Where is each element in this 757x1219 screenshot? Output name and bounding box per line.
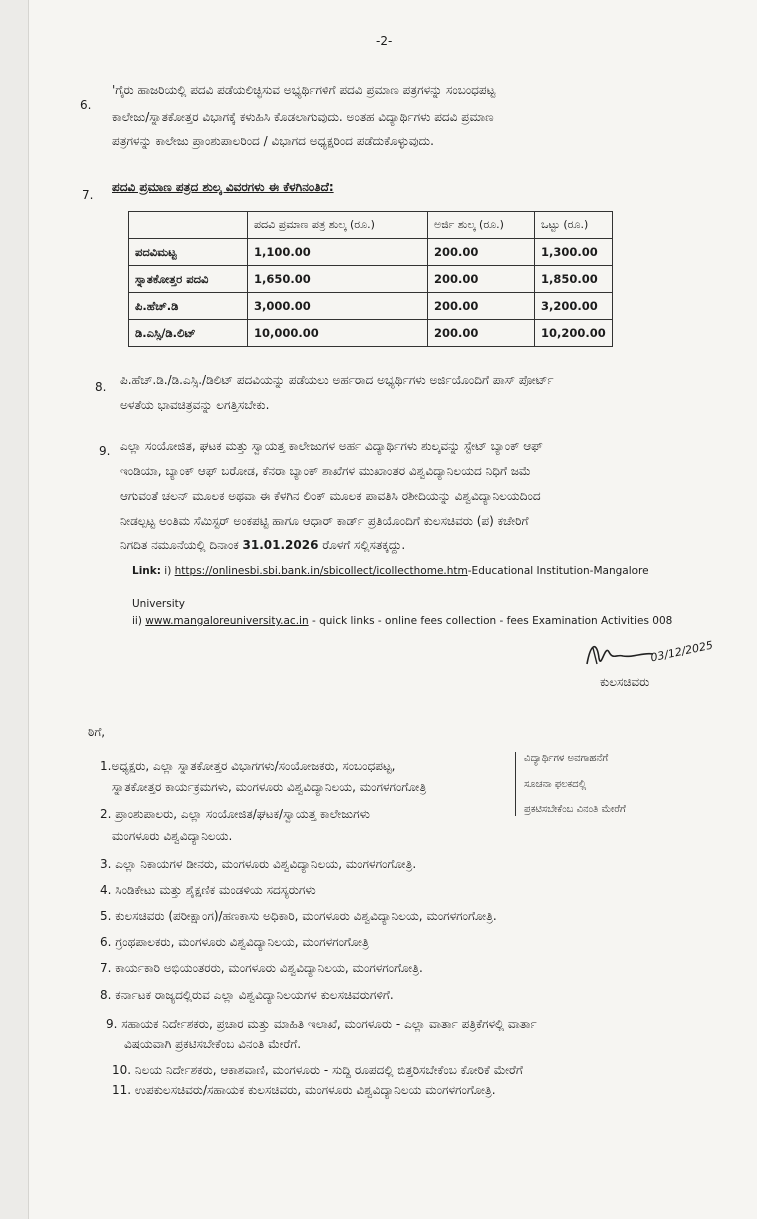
item-6-line-2: ಕಾಲೇಜು/ಸ್ನಾತಕೋತ್ತರ ವಿಭಾಗಕ್ಕೆ ಕಳುಹಿಸಿ ಕೊಡಲಾಗುವುದು. ಅಂತಹ ವಿದ್ಯಾರ್ಥಿಗಳು ಪದವಿ ಪ್ರಮಾಣ	[112, 110, 494, 124]
signature-date: 03/12/2025	[649, 638, 715, 665]
side-note-line-1: ವಿದ್ಯಾರ್ಥಿಗಳ ಅವಗಾಹನೆಗೆ	[524, 753, 609, 764]
deadline-text-post: ರೊಳಗೆ ಸಲ್ಲಿಸತಕ್ಕದ್ದು.	[318, 538, 406, 552]
table-cell: 200.00	[428, 320, 535, 347]
recipient-item-continuation: ಸ್ನಾತಕೋತ್ತರ ಕಾರ್ಯಕ್ರಮಗಳು, ಮಂಗಳೂರು ವಿಶ್ವವಿದ್ಯಾನಿಲಯ, ಮಂಗಳಗಂಗೋತ್ರಿ	[112, 780, 427, 794]
side-note-line-3: ಪ್ರಕಟಿಸಬೇಕೆಂಬ ವಿನಂತಿ ಮೇರೆಗೆ	[524, 804, 626, 815]
item-9-line-1: ಎಲ್ಲಾ ಸಂಯೋಜಿತ, ಘಟಕ ಮತ್ತು ಸ್ವಾಯತ್ತ ಕಾಲೇಜುಗಳ ಅರ್ಹ ವಿದ್ಯಾರ್ಥಿಗಳು ಶುಲ್ಕವನ್ನು ಸ್ಟೇಟ್ ಬ್ಯಾಂಕ್ ಆಫ್	[120, 439, 543, 453]
item-7-number: 7.	[82, 188, 94, 202]
table-cell: 3,200.00	[535, 293, 613, 320]
deadline-text-pre: ನಿಗದಿತ ನಮೂನೆಯಲ್ಲಿ ದಿನಾಂಕ	[120, 538, 243, 552]
item-9-line-4: ನೀಡಲ್ಪಟ್ಟ ಅಂತಿಮ ಸೆಮಿಸ್ಟರ್ ಅಂಕಪಟ್ಟಿ ಹಾಗೂ ಆಧಾರ್ ಕಾರ್ಡ್ ಪ್ರತಿಯೊಂದಿಗೆ ಕುಲಸಚಿವರು (ಪ) ಕಚೇರಿಗೆ	[120, 514, 529, 528]
table-cell: 1,100.00	[248, 239, 428, 266]
recipient-item: 11. ಉಪಕುಲಸಚಿವರು/ಸಹಾಯಕ ಕುಲಸಚಿವರು, ಮಂಗಳೂರು ವಿಶ್ವವಿದ್ಯಾನಿಲಯ ಮಂಗಳಗಂಗೋತ್ರಿ.	[112, 1083, 496, 1097]
registrar-title: ಕುಲಸಚಿವರು	[600, 675, 650, 689]
fee-table	[128, 211, 613, 347]
item-6-line-1: 'ಗೈರು ಹಾಜರಿಯಲ್ಲಿ ಪದವಿ ಪಡೆಯಲಿಚ್ಛಿಸುವ ಅಭ್ಯರ್ಥಿಗಳಿಗೆ ಪದವಿ ಪ್ರಮಾಣ ಪತ್ರಗಳನ್ನು ಸಂಬಂಧಪಟ್ಟ	[112, 83, 496, 97]
item-6-number: 6.	[80, 98, 92, 112]
table-row	[129, 320, 613, 347]
recipient-item: 3. ಎಲ್ಲಾ ನಿಕಾಯಗಳ ಡೀನರು, ಮಂಗಳೂರು ವಿಶ್ವವಿದ್ಯಾನಿಲಯ, ಮಂಗಳಗಂಗೋತ್ರಿ.	[100, 857, 417, 871]
fee-details-heading: ಪದವಿ ಪ್ರಮಾಣ ಪತ್ರದ ಶುಲ್ಕ ವಿವರಗಳು ಈ ಕೆಳಗಿನಂತಿದೆ:	[112, 180, 334, 194]
table-row	[129, 293, 613, 320]
sbi-collect-link[interactable]: https://onlinesbi.sbi.bank.in/sbicollect/icollecthome.htm	[174, 565, 468, 577]
link-1-continuation: University	[132, 598, 185, 610]
table-cell: 1,850.00	[535, 266, 613, 293]
table-header-cell: ಒಟ್ಟು (ರೂ.)	[535, 212, 613, 239]
item-9-line-2: ಇಂಡಿಯಾ, ಬ್ಯಾಂಕ್ ಆಫ್ ಬರೋಡ, ಕೆನರಾ ಬ್ಯಾಂಕ್ ಶಾಖೆಗಳ ಮುಖಾಂತರ ವಿಶ್ವವಿದ್ಯಾನಿಲಯದ ನಿಧಿಗೆ ಜಮೆ	[120, 464, 531, 478]
table-header-cell: ಅರ್ಜಿ ಶುಲ್ಕ (ರೂ.)	[428, 212, 535, 239]
item-6-line-3: ಪತ್ರಗಳನ್ನು ಕಾಲೇಜು ಪ್ರಾಂಶುಪಾಲರಿಂದ / ವಿಭಾಗದ ಅಧ್ಯಕ್ಷರಿಂದ ಪಡೆದುಕೊಳ್ಳುವುದು.	[112, 134, 434, 148]
table-cell: 200.00	[428, 293, 535, 320]
link-line-2	[132, 614, 672, 628]
table-cell: 1,300.00	[535, 239, 613, 266]
table-cell: 10,000.00	[248, 320, 428, 347]
table-cell: 3,000.00	[248, 293, 428, 320]
side-note-line-2: ಸೂಚನಾ ಫಲಕದಲ್ಲಿ	[524, 779, 587, 790]
to-heading: ಠಿಗೆ,	[88, 725, 106, 739]
table-header-cell	[129, 212, 248, 239]
recipient-item-continuation: ಮಂಗಳೂರು ವಿಶ್ವವಿದ್ಯಾನಿಲಯ.	[112, 829, 233, 843]
recipient-item: 1.ಅಧ್ಯಕ್ಷರು, ಎಲ್ಲಾ ಸ್ನಾತಕೋತ್ತರ ವಿಭಾಗಗಳು/ಸಂಯೋಜಕರು, ಸಂಬಂಧಪಟ್ಟ,	[100, 759, 396, 773]
item-8-number: 8.	[95, 380, 107, 394]
recipient-item: 5. ಕುಲಸಚಿವರು (ಪರೀಕ್ಷಾಂಗ)/ಹಣಕಾಸು ಅಧಿಕಾರಿ, ಮಂಗಳೂರು ವಿಶ್ವವಿದ್ಯಾನಿಲಯ, ಮಂಗಳಗಂಗೋತ್ರಿ.	[100, 909, 497, 923]
recipient-item: 2. ಪ್ರಾಂಶುಪಾಲರು, ಎಲ್ಲಾ ಸಂಯೋಜಿತ/ಘಟಕ/ಸ್ವಾಯತ್ತ ಕಾಲೇಜುಗಳು	[100, 807, 370, 821]
university-website-link[interactable]: www.mangaloreuniversity.ac.in	[145, 615, 309, 627]
link-label: Link:	[132, 565, 161, 577]
item-9-number: 9.	[99, 444, 111, 458]
table-cell: 10,200.00	[535, 320, 613, 347]
table-cell: 1,650.00	[248, 266, 428, 293]
table-cell: ಪಿ.ಹೆಚ್.ಡಿ	[129, 293, 248, 320]
item-8-line-1: ಪಿ.ಹೆಚ್.ಡಿ./ಡಿ.ಎಸ್ಸಿ./ಡಿಲಿಟ್ ಪದವಿಯನ್ನು ಪಡೆಯಲು ಅರ್ಹರಾದ ಅಭ್ಯರ್ಥಿಗಳು ಅರ್ಜಿಯೊಂದಿಗೆ ಪಾಸ್ ಪೋರ್ಟ್	[120, 373, 554, 387]
link-line-1	[132, 564, 649, 578]
page-number: -2-	[376, 34, 393, 48]
table-cell: 200.00	[428, 266, 535, 293]
table-header-row	[129, 212, 613, 239]
link-2-suffix: - quick links - online fees collection - fees Examination Activities 008	[308, 615, 673, 627]
table-cell: 200.00	[428, 239, 535, 266]
recipient-item: 7. ಕಾರ್ಯಕಾರಿ ಅಭಿಯಂತರರು, ಮಂಗಳೂರು ವಿಶ್ವವಿದ್ಯಾನಿಲಯ, ಮಂಗಳಗಂಗೋತ್ರಿ.	[100, 961, 423, 975]
item-9-line-3: ಆಗುವಂತೆ ಚಲನ್ ಮೂಲಕ ಅಥವಾ ಈ ಕೆಳಗಿನ ಲಿಂಕ್ ಮೂಲಕ ಪಾವತಿಸಿ ರಶೀದಿಯನ್ನು ವಿಶ್ವವಿದ್ಯಾನಿಲಯದಿಂದ	[120, 489, 541, 503]
table-header-cell: ಪದವಿ ಪ್ರಮಾಣ ಪತ್ರ ಶುಲ್ಕ (ರೂ.)	[248, 212, 428, 239]
recipient-item: 10. ನಿಲಯ ನಿರ್ದೇಶಕರು, ಆಕಾಶವಾಣಿ, ಮಂಗಳೂರು - ಸುದ್ದಿ ರೂಪದಲ್ಲಿ ಬಿತ್ತರಿಸಬೇಕೆಂಬ ಕೋರಿಕೆ ಮೇರೆಗೆ	[112, 1063, 523, 1077]
recipient-item: 9. ಸಹಾಯಕ ನಿರ್ದೇಶಕರು, ಪ್ರಚಾರ ಮತ್ತು ಮಾಹಿತಿ ಇಲಾಖೆ, ಮಂಗಳೂರು - ಎಲ್ಲಾ ವಾರ್ತಾ ಪತ್ರಿಕೆಗಳಲ್ಲಿ ವಾರ್ತಾ	[106, 1017, 537, 1031]
recipient-item: 8. ಕರ್ನಾಟಕ ರಾಜ್ಯದಲ್ಲಿರುವ ಎಲ್ಲಾ ವಿಶ್ವವಿದ್ಯಾನಿಲಯಗಳ ಕುಲಸಚಿವರುಗಳಿಗೆ.	[100, 988, 394, 1002]
item-9-line-5	[120, 538, 405, 553]
deadline-date: 31.01.2026	[242, 538, 319, 552]
table-row	[129, 239, 613, 266]
table-row	[129, 266, 613, 293]
recipient-item: 4. ಸಿಂಡಿಕೇಟು ಮತ್ತು ಶೈಕ್ಷಣಿಕ ಮಂಡಳಿಯ ಸದಸ್ಯರುಗಳು	[100, 883, 316, 897]
link-1-prefix: i)	[164, 565, 172, 577]
table-cell: ಸ್ನಾತಕೋತ್ತರ ಪದವಿ	[129, 266, 248, 293]
table-cell: ಪದವಿಮಟ್ಟ	[129, 239, 248, 266]
recipient-bracket	[515, 752, 516, 816]
recipient-item-continuation: ವಿಷಯವಾಗಿ ಪ್ರಕಟಿಸಬೇಕೆಂಬ ವಿನಂತಿ ಮೇರೆಗೆ.	[124, 1037, 302, 1051]
item-8-line-2: ಅಳತೆಯ ಭಾವಚಿತ್ರವನ್ನು ಲಗತ್ತಿಸಬೇಕು.	[120, 398, 270, 412]
table-cell: ಡಿ.ಎಸ್ಸಿ/ಡಿ.ಲಿಟ್	[129, 320, 248, 347]
recipient-item: 6. ಗ್ರಂಥಪಾಲಕರು, ಮಂಗಳೂರು ವಿಶ್ವವಿದ್ಯಾನಿಲಯ, ಮಂಗಳಗಂಗೋತ್ರಿ	[100, 935, 369, 949]
link-1-suffix: -Educational Institution-Mangalore	[467, 565, 649, 577]
link-2-prefix: ii)	[132, 615, 142, 627]
